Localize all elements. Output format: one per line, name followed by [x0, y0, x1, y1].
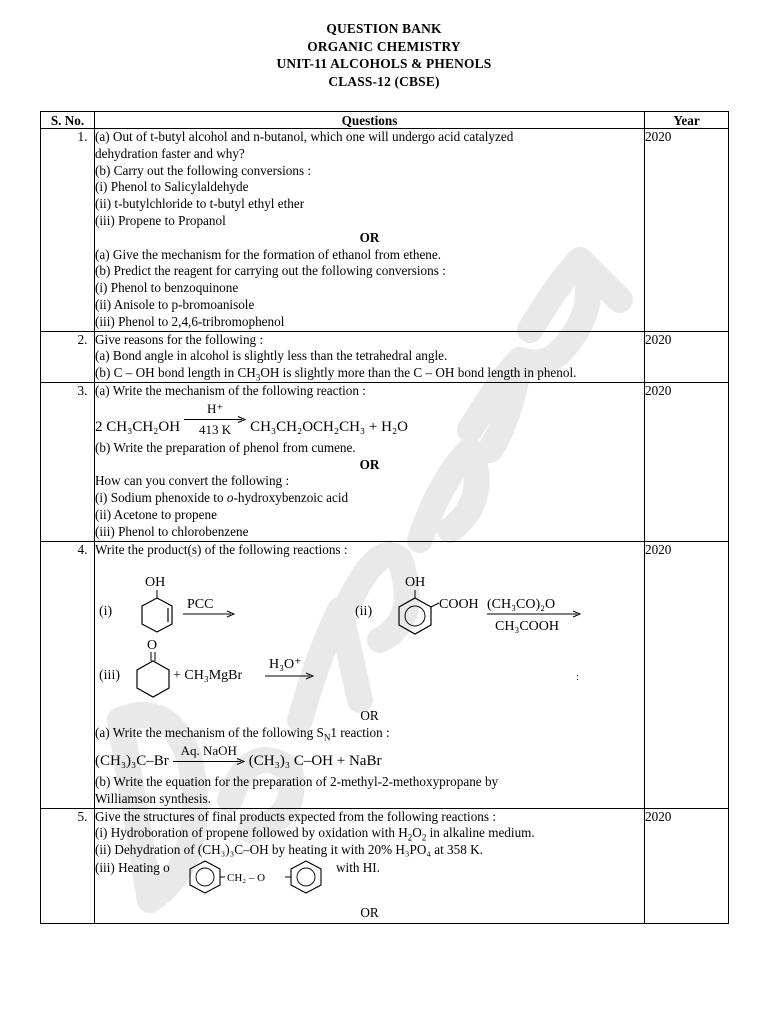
question-line: (b) C – OH bond length in $CH_3OH$ is slightly more than the C – OH bond length in phenol. — [95, 365, 577, 383]
header-class: CLASS-12 (CBSE) — [328, 73, 440, 89]
question-line: (ii) t-butylchloride to t-butyl ethyl ether — [95, 196, 305, 212]
question-line: Williamson synthesis. — [95, 790, 211, 806]
question-line: (a) Bond angle in alcohol is slightly less than the tetrahedral angle. — [95, 348, 448, 364]
structure-iii-reagent: + CH₃MgBr — [173, 668, 243, 684]
row-number: 3. — [41, 382, 95, 541]
table-row — [41, 382, 729, 541]
benzene-ring-icon — [399, 598, 431, 634]
year-cell: 2020 — [645, 808, 729, 923]
product: CH₃CH₂OCH₂CH₃ + H₂O — [250, 418, 409, 435]
structure-i-reagent: PCC — [187, 597, 214, 613]
question-line: (iii) Phenol to chlorobenzene — [95, 523, 249, 539]
or-separator: OR — [359, 229, 380, 245]
structures-diagram — [95, 558, 619, 708]
structure-iii-arrow-top: H₃O⁺ — [269, 657, 302, 673]
question-line: (a) Out of t-butyl alcohol and n-butanol, which one will undergo acid catalyzed — [95, 129, 514, 144]
question-line: (b) Predict the reagent for carrying out the following conversions : — [95, 263, 446, 279]
ether-linkage: CH₂ – O — [227, 871, 266, 884]
column-header-year: Year — [645, 112, 729, 129]
question-line-suffix: with HI. — [336, 859, 380, 875]
structure-ii-reagent-top: (CH₃CO)₂O — [487, 597, 556, 613]
reaction-arrow — [173, 744, 245, 771]
arrow-condition-top: H⁺ — [206, 400, 224, 416]
row-number: 5. — [41, 808, 95, 923]
benzene-ring-icon — [291, 861, 321, 893]
question-line: (ii) Acetone to propene — [95, 506, 217, 522]
arrow-condition-bottom: 413 K — [198, 421, 232, 437]
column-header-sno: S. No. — [41, 112, 95, 129]
question-line: (i) Hydroboration of propene followed by oxidation with $H_2O_2$ in alkaline medium. — [95, 825, 535, 843]
question-line: Write the product(s) of the following reactions : — [95, 541, 348, 557]
question-line: (a) Give the mechanism for the formation of ethanol from ethene. — [95, 246, 442, 262]
question-line: How can you convert the following : — [95, 473, 290, 489]
question-line-prefix: (iii) Heating o — [95, 859, 170, 875]
table-row — [41, 129, 729, 332]
table-row — [41, 541, 729, 808]
header-subject: ORGANIC CHEMISTRY — [307, 38, 461, 54]
question-line: dehydration faster and why? — [95, 145, 245, 161]
row-number: 1. — [41, 129, 95, 332]
structure-ii-oh: OH — [405, 575, 426, 591]
reaction-equation — [95, 402, 644, 437]
question-line: Give reasons for the following : — [95, 331, 264, 347]
question-line: (a) Write the mechanism of the following $S_N1$ reaction : — [95, 725, 390, 743]
cyclohexanone-ring-icon — [137, 661, 169, 697]
question-line: (ii) Dehydration of (CH₃)₃C–OH by heating it with 20% H₃PO₄ at 358 K. — [95, 842, 483, 858]
benzyl-phenyl-ether-diagram — [95, 859, 495, 909]
header-unit: UNIT-11 ALCOHOLS & PHENOLS — [276, 56, 492, 71]
question-line: (a) Write the mechanism of the following reaction : — [95, 382, 366, 398]
year-cell: 2020 — [645, 129, 729, 332]
benzyl-phenyl-ether-line — [95, 859, 644, 909]
column-header-questions: Questions — [95, 112, 645, 129]
structure-i-oh: OH — [145, 575, 166, 591]
row-number: 2. — [41, 331, 95, 382]
question-line: (b) Carry out the following conversions : — [95, 162, 312, 178]
question-cell — [95, 541, 645, 808]
question-line: (i) Sodium phenoxide to o-hydroxybenzoic acid — [95, 490, 349, 506]
question-line: Give the structures of final products expected from the following reactions : — [95, 808, 496, 824]
question-line: (iii) Propene to Propanol — [95, 212, 226, 228]
right-arrow-icon — [173, 758, 245, 765]
reaction-arrow — [184, 402, 246, 437]
question-cell — [95, 382, 645, 541]
table-row — [41, 331, 729, 382]
structure-iii-label: (iii) — [99, 668, 120, 684]
question-table — [40, 111, 729, 924]
stray-mark: : — [576, 671, 580, 684]
row-number: 4. — [41, 541, 95, 808]
arrow-condition-top: Aq. NaOH — [180, 742, 237, 758]
structure-i-label: (i) — [99, 604, 113, 620]
year-cell: 2020 — [645, 541, 729, 808]
year-cell: 2020 — [645, 382, 729, 541]
or-separator: OR — [360, 904, 379, 920]
question-cell — [95, 129, 645, 332]
reaction-structures — [95, 558, 644, 708]
structure-ii-cooh: COOH — [439, 597, 479, 613]
product: (CH₃)₃ C–OH + NaBr — [248, 752, 382, 769]
question-cell — [95, 808, 645, 923]
table-header-row — [41, 112, 729, 129]
table-row — [41, 808, 729, 923]
reaction-equation — [95, 744, 644, 771]
question-cell — [95, 331, 645, 382]
structure-ii-label: (ii) — [355, 604, 373, 620]
reactant: (CH₃)₃C–Br — [95, 752, 169, 769]
structure-iii-o: O — [147, 638, 158, 654]
or-separator: OR — [359, 456, 380, 472]
question-line: (iii) Phenol to 2,4,6-tribromophenol — [95, 313, 285, 329]
year-cell: 2020 — [645, 331, 729, 382]
question-line: (ii) Anisole to p-bromoanisole — [95, 296, 255, 312]
question-line: (i) Phenol to Salicylaldehyde — [95, 179, 249, 195]
benzene-ring-icon — [190, 861, 220, 893]
question-line: (i) Phenol to benzoquinone — [95, 280, 239, 296]
or-separator: OR — [360, 708, 379, 724]
reactant: 2 CH₃CH₂OH — [95, 418, 181, 435]
structure-ii-reagent-bottom: CH₃COOH — [495, 619, 559, 635]
question-line: (b) Write the preparation of phenol from cumene. — [95, 439, 356, 455]
document-header — [0, 20, 768, 90]
question-line: (b) Write the equation for the preparation of 2-methyl-2-methoxypropane by — [95, 773, 499, 789]
header-title: QUESTION BANK — [326, 21, 442, 36]
